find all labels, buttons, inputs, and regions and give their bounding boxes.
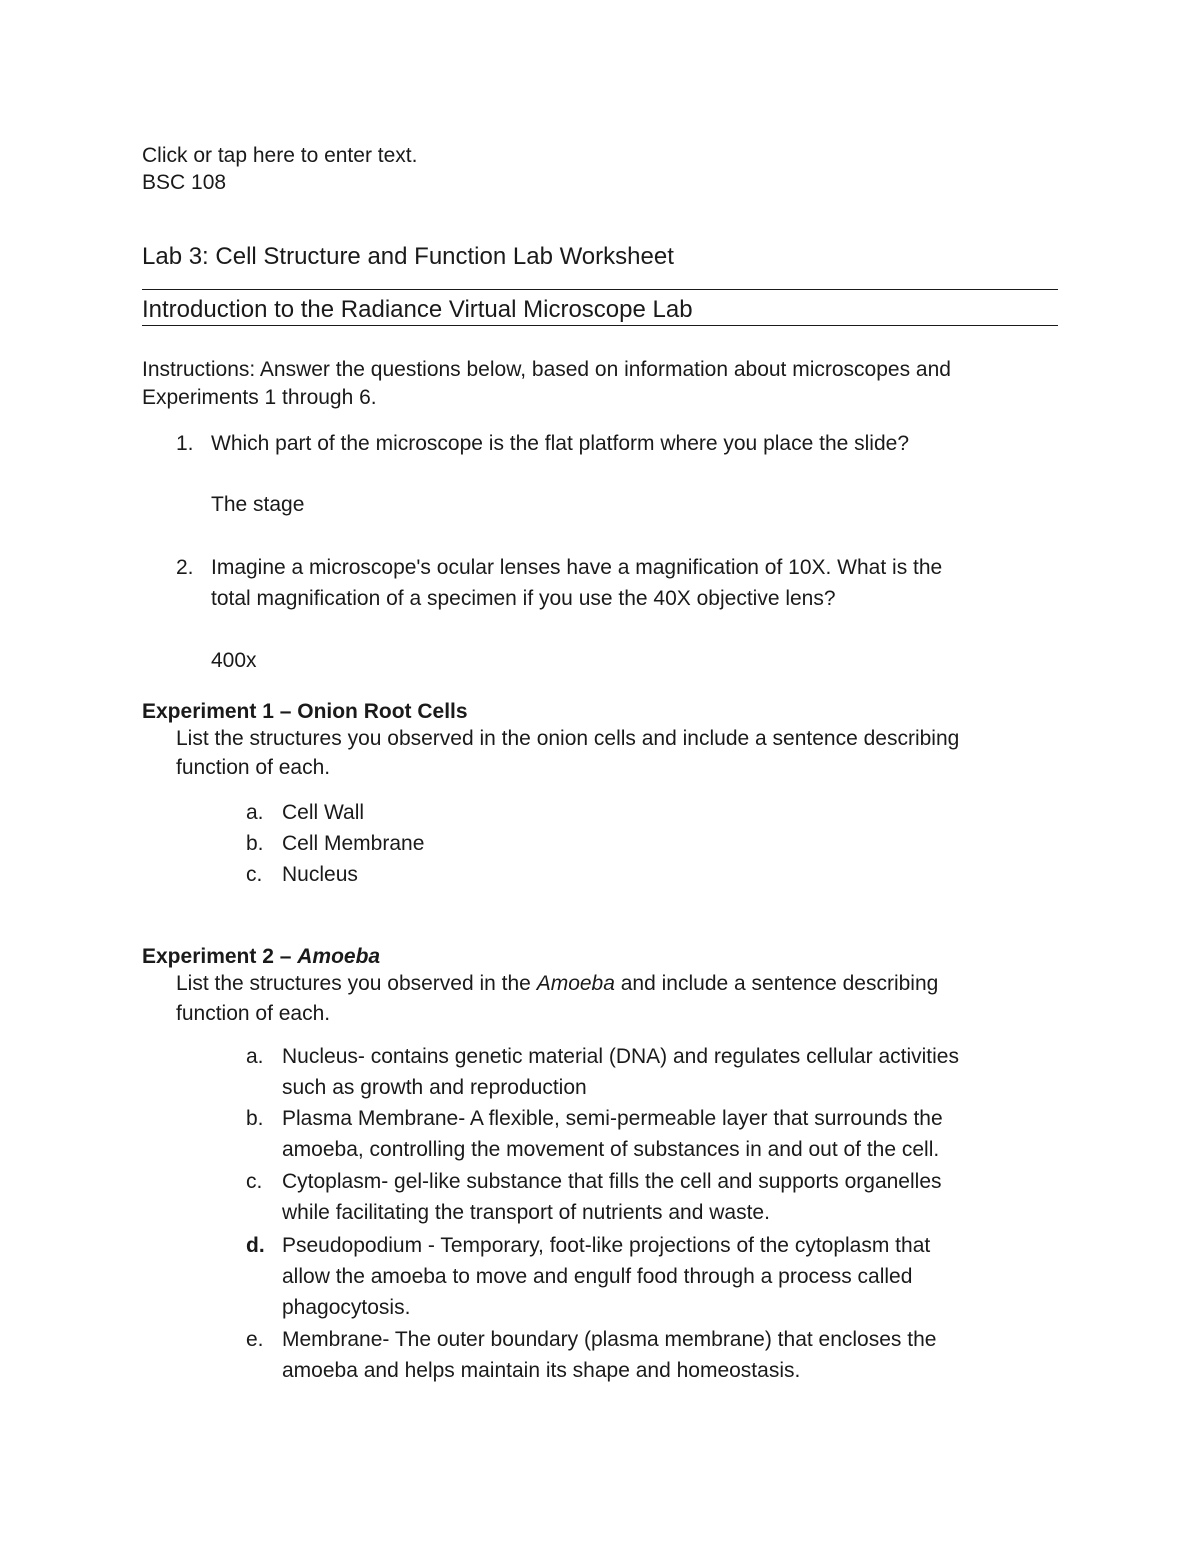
exp1-item-c-text[interactable]: Nucleus	[282, 863, 358, 886]
experiment-2-prompt-pre: List the structures you observed in the	[176, 972, 537, 995]
experiment-1-heading-name: Onion Root Cells	[297, 700, 468, 723]
title-divider	[142, 289, 1058, 290]
exp2-item-a-line-1[interactable]: Nucleus- contains genetic material (DNA) and regulates cellular activities	[282, 1045, 959, 1068]
question-2-number: 2.	[176, 556, 194, 579]
question-1-text: Which part of the microscope is the flat platform where you place the slide?	[211, 432, 910, 455]
question-1-answer[interactable]: The stage	[211, 493, 305, 516]
exp2-item-b-line-2[interactable]: amoeba, controlling the movement of substances in and out of the cell.	[282, 1138, 940, 1161]
exp2-item-d-line-2[interactable]: allow the amoeba to move and engulf food through a process called	[282, 1265, 913, 1288]
experiment-2-prompt-post: and include a sentence describing	[614, 972, 939, 995]
page-subtitle: Introduction to the Radiance Virtual Microscope Lab	[142, 296, 693, 323]
experiment-1-heading-prefix: Experiment 1 –	[142, 700, 298, 723]
exp1-item-a-text[interactable]: Cell Wall	[282, 801, 365, 824]
question-2-text-line-2: total magnification of a specimen if you use the 40X objective lens?	[211, 587, 836, 610]
course-code: BSC 108	[142, 171, 227, 194]
subtitle-divider	[142, 325, 1058, 326]
exp2-item-e-line-2[interactable]: amoeba and helps maintain its shape and homeostasis.	[282, 1359, 801, 1382]
experiment-2-prompt-italic: Amoeba	[536, 972, 615, 995]
experiment-1-prompt-line-1: List the structures you observed in the onion cells and include a sentence describing	[176, 727, 960, 750]
question-1-number: 1.	[176, 432, 194, 455]
exp2-item-a-marker: a.	[246, 1045, 264, 1068]
exp2-item-b-marker: b.	[246, 1107, 264, 1130]
exp2-item-c-line-2[interactable]: while facilitating the transport of nutrients and waste.	[282, 1201, 770, 1224]
page-title: Lab 3: Cell Structure and Function Lab Worksheet	[142, 243, 674, 270]
experiment-2-heading-name: Amoeba	[297, 945, 381, 968]
instructions-line-2: Experiments 1 through 6.	[142, 386, 377, 409]
question-2-answer[interactable]: 400x	[211, 649, 257, 672]
experiment-2-heading	[142, 943, 380, 971]
experiment-2-heading-prefix: Experiment 2 –	[142, 945, 298, 968]
exp1-item-b-marker: b.	[246, 832, 264, 855]
instructions-line-1: Instructions: Answer the questions below, based on information about microscopes and	[142, 358, 951, 381]
exp2-item-d-marker: d.	[246, 1234, 265, 1257]
question-2-text-line-1: Imagine a microscope's ocular lenses have a magnification of 10X. What is the	[211, 556, 943, 579]
experiment-1-heading	[142, 698, 468, 726]
exp1-item-a-marker: a.	[246, 801, 264, 824]
exp2-item-b-line-1[interactable]: Plasma Membrane- A flexible, semi-permeable layer that surrounds the	[282, 1107, 943, 1130]
exp2-item-d-line-3[interactable]: phagocytosis.	[282, 1296, 411, 1319]
exp2-item-e-line-1[interactable]: Membrane- The outer boundary (plasma membrane) that encloses the	[282, 1328, 937, 1351]
exp2-item-d-line-1[interactable]: Pseudopodium - Temporary, foot-like projections of the cytoplasm that	[282, 1234, 931, 1257]
exp1-item-c-marker: c.	[246, 863, 263, 886]
exp2-item-e-marker: e.	[246, 1328, 264, 1351]
experiment-2-prompt-line-2: function of each.	[176, 1002, 331, 1025]
name-placeholder-field[interactable]: Click or tap here to enter text.	[142, 144, 418, 167]
exp2-item-a-line-2[interactable]: such as growth and reproduction	[282, 1076, 587, 1099]
exp2-item-c-line-1[interactable]: Cytoplasm- gel-like substance that fills the cell and supports organelles	[282, 1170, 942, 1193]
exp1-item-b-text[interactable]: Cell Membrane	[282, 832, 425, 855]
exp2-item-c-marker: c.	[246, 1170, 263, 1193]
experiment-2-prompt-line-1	[176, 970, 938, 998]
experiment-1-prompt-line-2: function of each.	[176, 756, 331, 779]
